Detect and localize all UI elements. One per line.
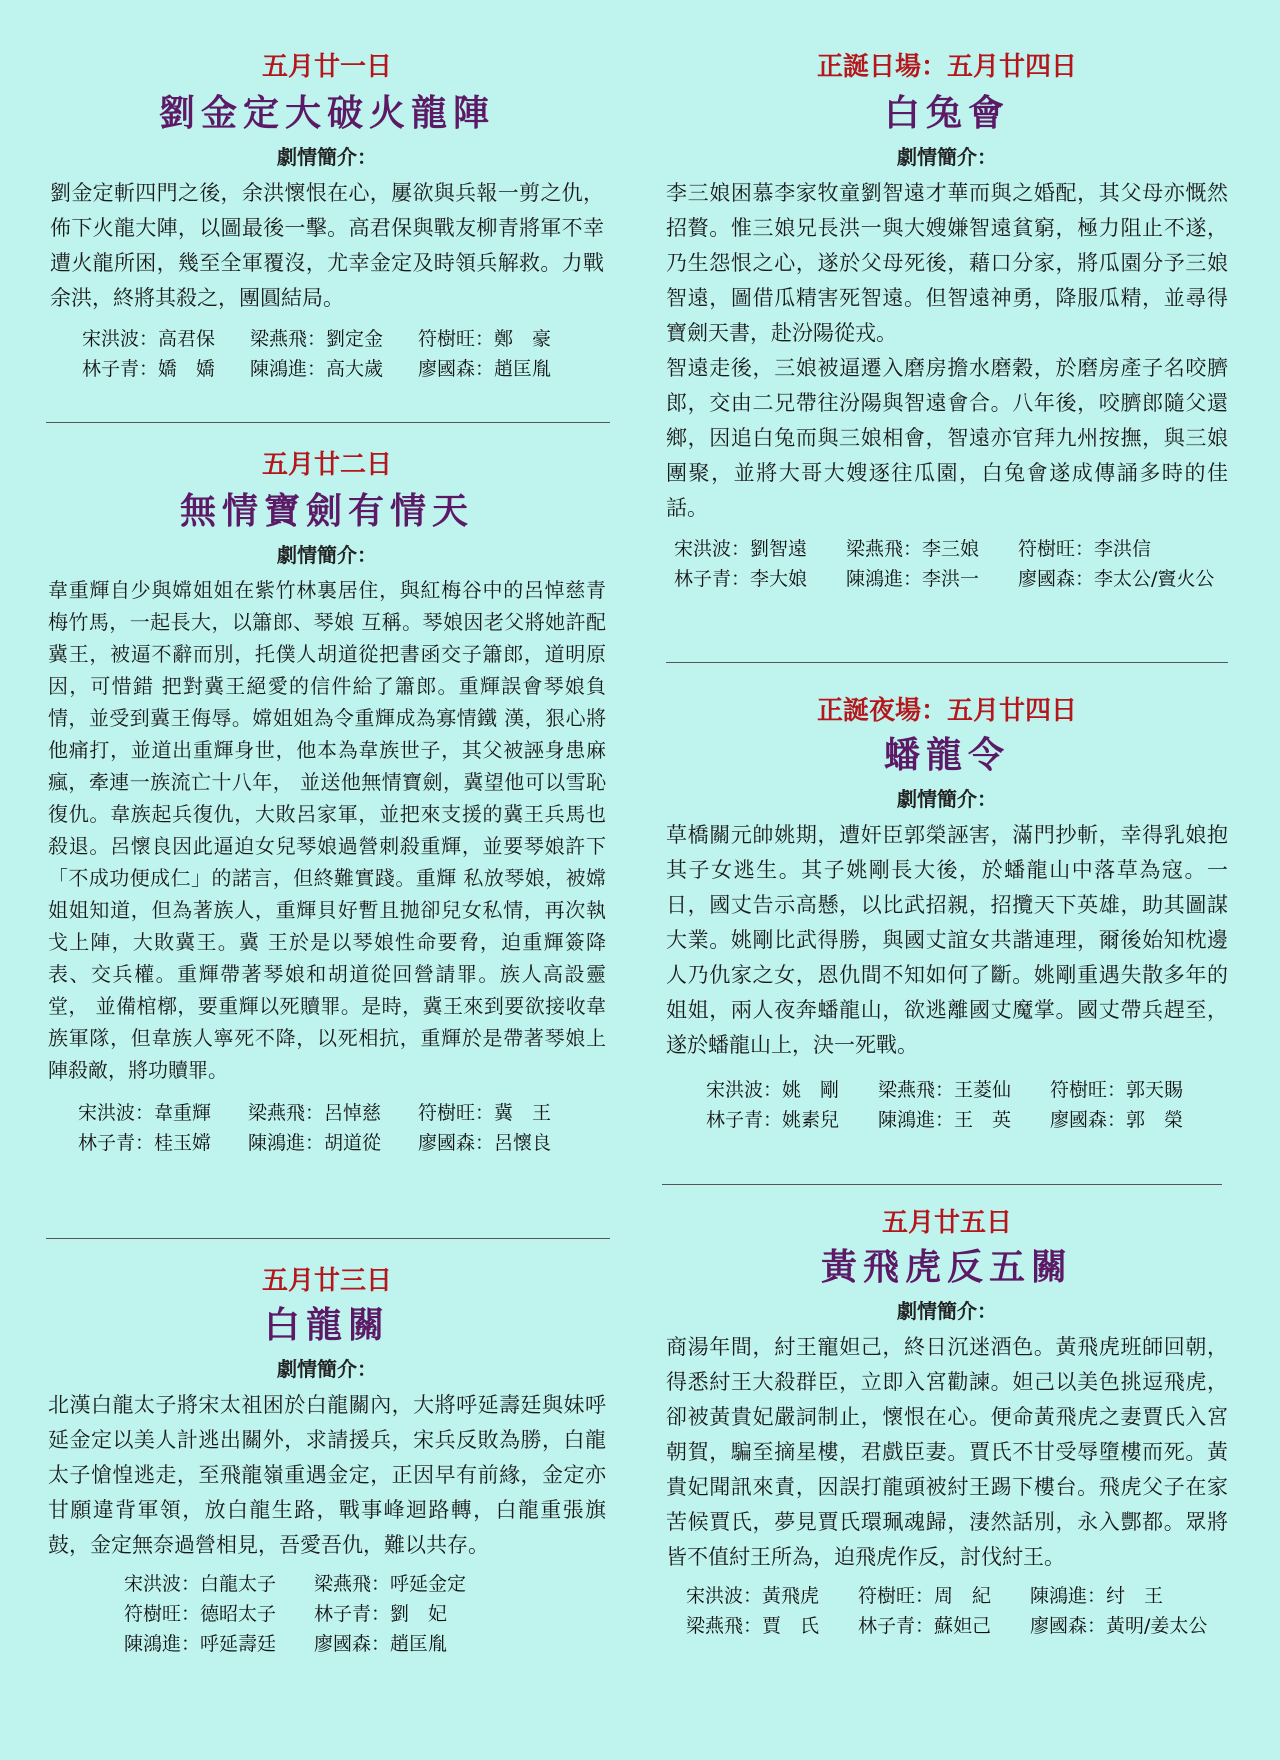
- cast-list: [662, 1581, 1232, 1641]
- cast-entry: 廖國森：郭 榮: [1050, 1109, 1184, 1131]
- cast-entry: 廖國森：黃明/姜太公: [1030, 1615, 1208, 1637]
- section-may-25: [662, 1206, 1232, 1641]
- performance-date: 正誕日場：五月廿四日: [816, 52, 1077, 82]
- play-title: 黃飛虎反五關: [820, 1246, 1073, 1288]
- cast-list: [662, 534, 1232, 594]
- synopsis: [44, 1388, 610, 1563]
- synopsis-paragraph: 北漢白龍太子將宋太祖困於白龍關內，大將呼延壽廷與妹呼延金定以美人計逃出關外，求請援兵，宋兵反敗為勝，白龍太子愴惶逃走，至飛龍嶺重遇金定，正因早有前緣，金定亦甘願違背軍領，放白龍生路，戰事峰迴路轉，白龍重張旗鼓，金定無奈過營相見，吾愛吾仇，難以共存。: [48, 1393, 606, 1557]
- synopsis-paragraph: 商湯年間，紂王寵妲己，終日沉迷酒色。黃飛虎班師回朝，得悉紂王大殺群臣，立即入宮勸諫。妲己以美色挑逗飛虎，卻被黃貴妃嚴詞制止，懷恨在心。便命黃飛虎之妻賈氏入宮朝賀，騙至摘星樓，君戲臣妻。賈氏不甘受辱墮樓而死。黃貴妃聞訊來責，因誤打龍頭被紂王踢下樓台。飛虎父子在家苦候賈氏，夢見賈氏環珮魂歸，淒然話別，永入酆都。眾將皆不值紂王所為，迫飛虎作反，討伐紂王。: [666, 1335, 1228, 1569]
- synopsis-heading: 劇情簡介：: [277, 543, 377, 567]
- cast-entry: 符樹旺：冀 王: [418, 1102, 552, 1124]
- cast-entry: 梁燕飛：呂悼慈: [248, 1102, 382, 1124]
- cast-entry: 符樹旺：周 紀: [858, 1585, 992, 1607]
- cast-entry: 陳鴻進：呼延壽廷: [124, 1633, 277, 1655]
- section-may-21: [44, 50, 610, 384]
- cast-entry: 梁燕飛：賈 氏: [686, 1615, 820, 1637]
- section-divider: [46, 422, 610, 423]
- performance-date: 五月廿五日: [881, 1208, 1012, 1238]
- cast-row: [78, 1128, 610, 1158]
- play-title: 蟠龍令: [883, 734, 1010, 776]
- cast-entry: 廖國森：李太公/竇火公: [1018, 568, 1215, 590]
- cast-entry: 梁燕飛：李三娘: [846, 538, 980, 560]
- cast-row: [124, 1569, 610, 1599]
- cast-entry: 陳鴻進：王 英: [878, 1109, 1012, 1131]
- cast-row: [686, 1581, 1232, 1611]
- section-may-22: [44, 448, 610, 1158]
- synopsis: [44, 176, 610, 316]
- synopsis: [44, 574, 610, 1086]
- section-divider: [46, 1238, 610, 1239]
- cast-entry: 林子青：劉 妃: [314, 1603, 448, 1625]
- cast-row: [82, 324, 610, 354]
- play-title: 無情寶劍有情天: [179, 490, 474, 532]
- section-may-23: [44, 1264, 610, 1659]
- cast-row: [706, 1075, 1232, 1105]
- performance-date: 正誕夜場：五月廿四日: [816, 696, 1077, 726]
- play-title: 白龍關: [263, 1304, 390, 1346]
- performance-date: 五月廿三日: [261, 1266, 392, 1296]
- performance-date: 五月廿一日: [261, 52, 392, 82]
- synopsis-heading: 劇情簡介：: [897, 787, 997, 811]
- cast-entry: 林子青：桂玉嫦: [78, 1132, 212, 1154]
- cast-entry: 梁燕飛：呼延金定: [314, 1573, 467, 1595]
- synopsis: [662, 818, 1232, 1063]
- synopsis-heading: 劇情簡介：: [277, 145, 377, 169]
- cast-row: [674, 564, 1232, 594]
- cast-entry: 梁燕飛：王菱仙: [878, 1079, 1012, 1101]
- cast-entry: 符樹旺：郭天賜: [1050, 1079, 1184, 1101]
- synopsis-paragraph: 韋重輝自少與嫦姐姐在紫竹林裏居住，與紅梅谷中的呂悼慈青梅竹馬，一起長大，以簫郎、琴娘 互稱。琴娘因老父將她許配冀王，被逼不辭而別，托僕人胡道從把書函交子簫郎，道明原因，可惜錯 把對冀王絕愛的信件給了簫郎。重輝誤會琴娘負情，並受到冀王侮辱。嫦姐姐為令重輝成為寡情鐵 漢，狠心將他痛打，並道出重輝身世，他本為韋族世子，其父被誣身患麻瘋，牽連一族流亡十八年， 並送他無情寶劍，冀望他可以雪恥復仇。韋族起兵復仇，大敗呂家軍，並把來支援的冀王兵馬也殺退。呂懷良因此逼迫女兒琴娘過營刺殺重輝，並要琴娘許下「不成功便成仁」的諾言，但終難實踐。重輝 私放琴娘，被嫦姐姐知道，但為著族人，重輝貝好暫且拋卻兒女私情，再次執戈上陣，大敗冀王。冀 王於是以琴娘性命要脅，迫重輝簽降表、交兵權。重輝帶著琴娘和胡道從回營請罪。族人高設靈堂， 並備棺槨，要重輝以死贖罪。是時，冀王來到要欲接收韋族軍隊，但韋族人寧死不降，以死相抗，重輝於是帶著琴娘上陣殺敵，將功贖罪。: [48, 578, 606, 1082]
- cast-list: [44, 1098, 610, 1158]
- play-title: 劉金定大破火龍陣: [158, 92, 495, 134]
- cast-entry: 符樹旺：鄭 豪: [418, 328, 552, 350]
- cast-entry: 陳鴻進：胡道從: [248, 1132, 382, 1154]
- synopsis-heading: 劇情簡介：: [897, 1299, 997, 1323]
- cast-row: [78, 1098, 610, 1128]
- section-main-night: [662, 694, 1232, 1135]
- cast-entry: 林子青：嬌 嬌: [82, 358, 216, 380]
- cast-list: [662, 1075, 1232, 1135]
- cast-entry: 林子青：蘇妲己: [858, 1615, 992, 1637]
- cast-entry: 陳鴻進：李洪一: [846, 568, 980, 590]
- synopsis-heading: 劇情簡介：: [277, 1357, 377, 1381]
- cast-row: [674, 534, 1232, 564]
- section-main-day: [662, 50, 1232, 594]
- cast-entry: 宋洪波：黃飛虎: [686, 1585, 820, 1607]
- cast-entry: 陳鴻進：纣 王: [1030, 1585, 1164, 1607]
- cast-entry: 宋洪波：白龍太子: [124, 1573, 277, 1595]
- synopsis: [662, 1330, 1232, 1575]
- synopsis-paragraph: 智遠走後，三娘被逼遷入磨房擔水磨穀，於磨房產子名咬臍郎，交由二兄帶往汾陽與智遠會合。八年後，咬臍郎隨父還鄉，因追白兔而與三娘相會，智遠亦官拜九州按撫，與三娘團聚，並將大哥大嫂逐往瓜園，白兔會遂成傳誦多時的佳話。: [666, 356, 1228, 520]
- cast-entry: 廖國森：呂懷良: [418, 1132, 552, 1154]
- cast-entry: 宋洪波：韋重輝: [78, 1102, 212, 1124]
- section-divider: [662, 1184, 1222, 1185]
- cast-entry: 梁燕飛：劉定金: [250, 328, 384, 350]
- synopsis: [662, 176, 1232, 526]
- cast-row: [124, 1629, 610, 1659]
- synopsis-paragraph: 李三娘困慕李家牧童劉智遠才華而與之婚配，其父母亦慨然招贅。惟三娘兄長洪一與大嫂嫌智遠貧窮，極力阻止不遂，乃生怨恨之心，遂於父母死後，藉口分家，將瓜園分予三娘智遠，圖借瓜精害死智遠。但智遠神勇，降服瓜精，並尋得寶劍天書，赴汾陽從戎。: [666, 181, 1228, 345]
- cast-row: [82, 354, 610, 384]
- cast-entry: 符樹旺：李洪信: [1018, 538, 1152, 560]
- cast-entry: 廖國森：趙匡胤: [314, 1633, 448, 1655]
- cast-row: [706, 1105, 1232, 1135]
- cast-entry: 林子青：李大娘: [674, 568, 808, 590]
- cast-list: [44, 1569, 610, 1659]
- cast-entry: 林子青：姚素兒: [706, 1109, 840, 1131]
- cast-entry: 廖國森：趙匡胤: [418, 358, 552, 380]
- cast-entry: 陳鴻進：高大歲: [250, 358, 384, 380]
- cast-entry: 宋洪波：劉智遠: [674, 538, 808, 560]
- synopsis-paragraph: 草橋關元帥姚期，遭奸臣郭榮誣害，滿門抄斬，幸得乳娘抱其子女逃生。其子姚剛長大後，於蟠龍山中落草為寇。一日，國丈告示高懸，以比武招親，招攬天下英雄，助其圖謀大業。姚剛比武得勝，與國丈誼女共諧連理，爾後始知枕邊人乃仇家之女，恩仇間不知如何了斷。姚剛重遇失散多年的姐姐，兩人夜奔蟠龍山，欲逃離國丈魔掌。國丈帶兵趕至，遂於蟠龍山上，決一死戰。: [666, 823, 1228, 1057]
- cast-row: [686, 1611, 1232, 1641]
- synopsis-heading: 劇情簡介：: [897, 145, 997, 169]
- performance-date: 五月廿二日: [261, 450, 392, 480]
- cast-entry: 宋洪波：姚 剛: [706, 1079, 840, 1101]
- section-divider: [666, 662, 1228, 663]
- cast-row: [124, 1599, 610, 1629]
- cast-list: [44, 324, 610, 384]
- cast-entry: 符樹旺：德昭太子: [124, 1603, 277, 1625]
- play-title: 白兔會: [883, 92, 1010, 134]
- cast-entry: 宋洪波：高君保: [82, 328, 216, 350]
- synopsis-paragraph: 劉金定斬四門之後，余洪懷恨在心，屢欲與兵報一剪之仇，佈下火龍大陣，以圖最後一擊。高君保與戰友柳青將軍不幸遭火龍所困，幾至全軍覆沒，尤幸金定及時領兵解救。力戰余洪，終將其殺之，團圓結局。: [50, 181, 604, 310]
